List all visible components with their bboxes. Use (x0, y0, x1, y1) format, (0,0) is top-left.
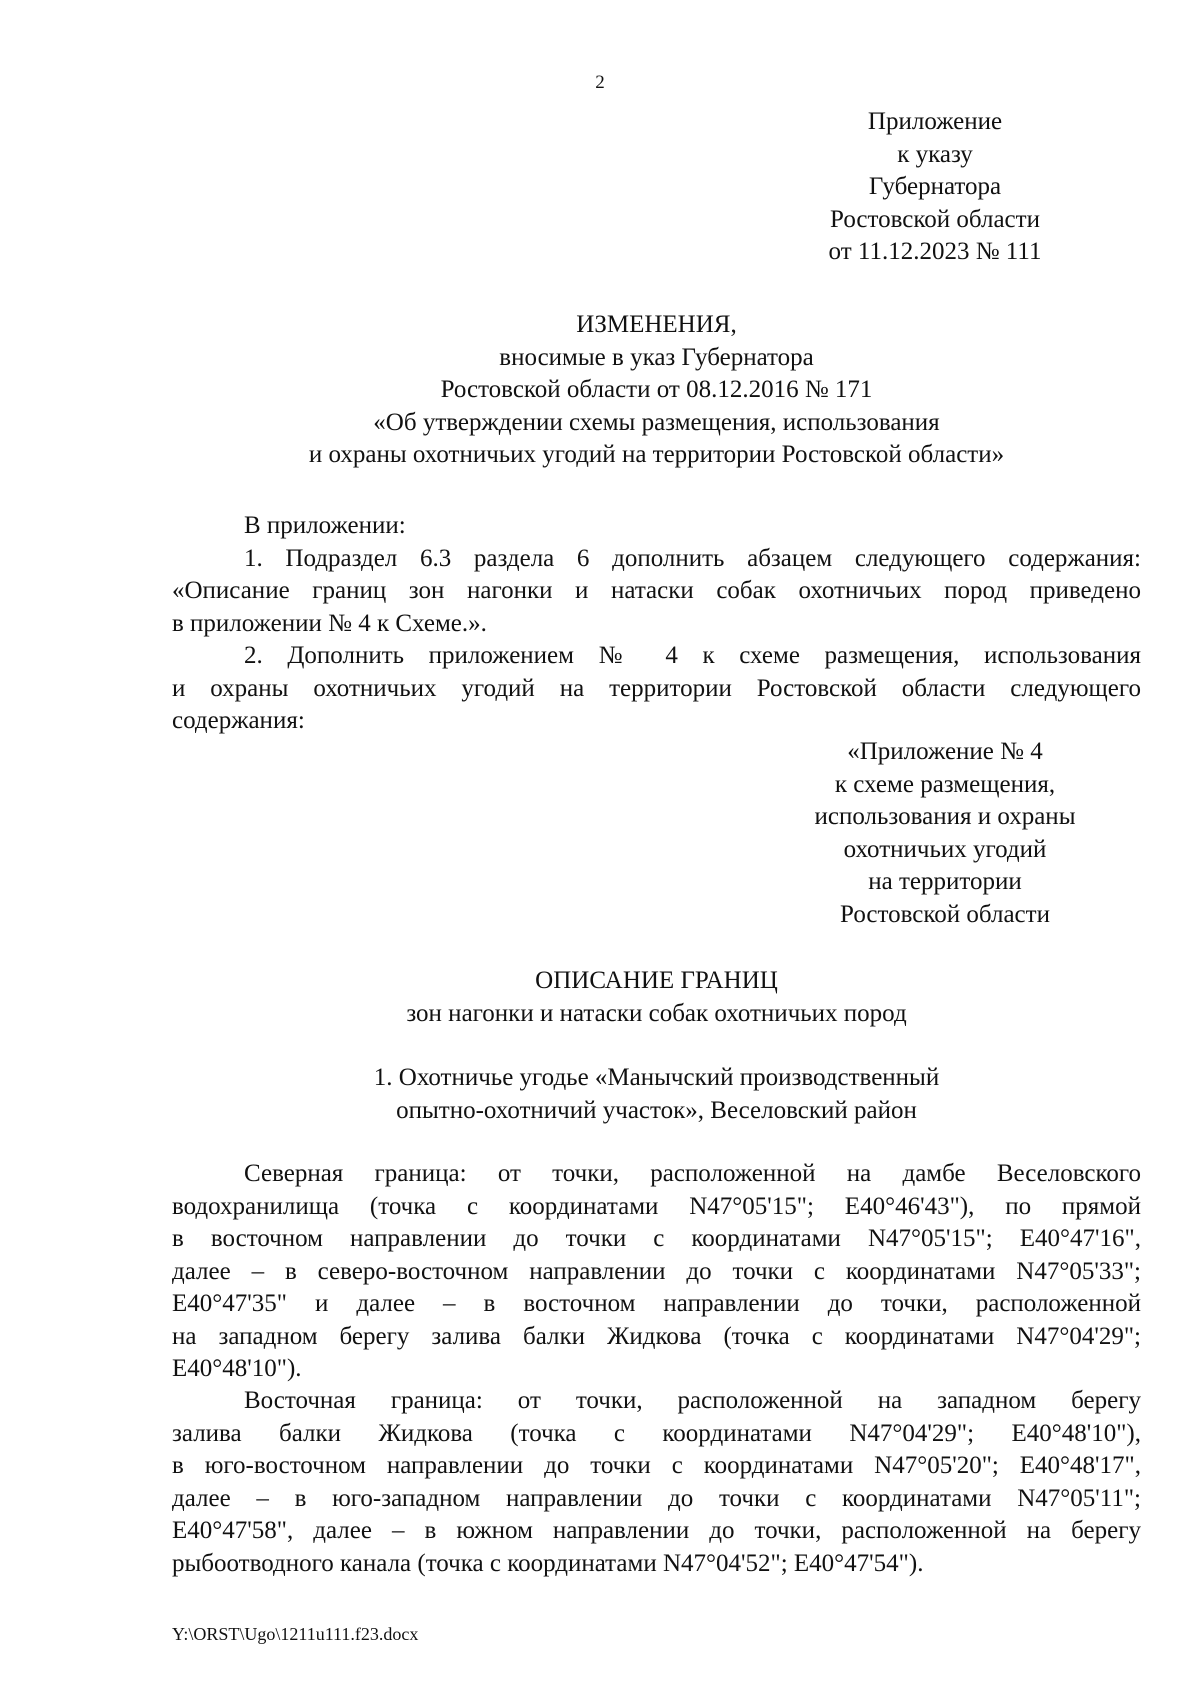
north-line: E40°47'35" и далее – в восточном направлении до точки, расположенной (172, 1290, 1141, 1317)
intro-item1-line: в приложении № 4 к Схеме.». (172, 609, 487, 637)
footer-file-path: Y:\ORST\Ugo\1211u111.f23.docx (172, 1624, 419, 1644)
appendix4-header-line: использования и охраны (814, 803, 1076, 830)
east-boundary-paragraph (172, 1385, 1141, 1580)
intro-item2-line: и охраны охотничьих угодий на территории Ростовской области следующего (172, 674, 1141, 702)
east-line: далее – в юго-западном направлении до точки с координатами N47°05'11"; (172, 1484, 1141, 1512)
north-boundary-paragraph (172, 1158, 1141, 1386)
title-line: «Об утверждении схемы размещения, использования (373, 408, 940, 436)
intro-lead: В приложении: (244, 512, 406, 539)
title-line: Ростовской области от 08.12.2016 № 171 (440, 376, 873, 403)
intro-section (172, 510, 1141, 738)
appendix4-header-line: «Приложение № 4 (847, 738, 1043, 765)
document-title (172, 309, 1141, 472)
section1-title (172, 1062, 1141, 1127)
appendix4-header-line: на территории (868, 868, 1022, 895)
east-line: в юго-восточном направлении до точки с координатами N47°05'20"; E40°48'17", (172, 1452, 1141, 1479)
north-line: в восточном направлении до точки с координатами N47°05'15"; E40°47'16", (172, 1225, 1141, 1252)
north-line: E40°48'10"). (172, 1355, 302, 1382)
title-line: вносимые в указ Губернатора (499, 343, 814, 371)
intro-item1-line: 1. Подраздел 6.3 раздела 6 дополнить абзацем следующего содержания: (244, 544, 1141, 572)
east-line: Восточная граница: от точки, расположенной на западном берегу (244, 1387, 1141, 1414)
appendix-header-line: Ростовской области (830, 205, 1040, 233)
intro-item1-line: «Описание границ зон нагонки и натаски собак охотничьих пород приведено (172, 577, 1141, 604)
section1-title-line: 1. Охотничье угодье «Манычский производственный (373, 1064, 940, 1091)
appendix4-header-line: Ростовской области (840, 900, 1050, 928)
appendix-header-line: Губернатора (868, 173, 1002, 200)
appendix4-header (790, 736, 1100, 931)
appendix4-header-line: охотничьих угодий (843, 835, 1047, 863)
title-heading: ИЗМЕНЕНИЯ, (576, 311, 737, 338)
east-line: рыбоотводного канала (точка с координатами N47°04'52"; E40°47'54"). (172, 1549, 924, 1577)
east-line: залива балки Жидкова (точка с координатами N47°04'29"; E40°48'10"), (172, 1419, 1141, 1447)
description-subheading: зон нагонки и натаски собак охотничьих пород (406, 999, 907, 1027)
appendix-header-line: от 11.12.2023 № 111 (828, 238, 1042, 265)
description-heading: ОПИСАНИЕ ГРАНИЦ (535, 967, 778, 994)
north-line: на западном берегу залива балки Жидкова (точка с координатами N47°04'29"; (172, 1322, 1141, 1350)
appendix-header (770, 106, 1100, 269)
intro-item2-line: 2. Дополнить приложением № 4 к схеме размещения, использования (244, 642, 1141, 669)
north-line: Северная граница: от точки, расположенной на дамбе Веселовского (244, 1160, 1141, 1187)
title-line: и охраны охотничьих угодий на территории Ростовской области» (308, 441, 1005, 468)
appendix4-header-line: к схеме размещения, (834, 770, 1056, 798)
appendix-header-line: Приложение (867, 108, 1003, 135)
north-line: водохранилища (точка с координатами N47°05'15"; E40°46'43"), по прямой (172, 1192, 1141, 1220)
intro-item2-line: содержания: (172, 707, 305, 734)
north-line: далее – в северо-восточном направлении до точки с координатами N47°05'33"; (172, 1257, 1141, 1285)
section1-title-line: опытно-охотничий участок», Веселовский район (396, 1096, 917, 1124)
appendix-header-line: к указу (897, 140, 973, 168)
east-line: E40°47'58", далее – в южном направлении до точки, расположенной на берегу (172, 1517, 1141, 1544)
description-title (172, 965, 1141, 1030)
page-number: 2 (595, 72, 605, 93)
